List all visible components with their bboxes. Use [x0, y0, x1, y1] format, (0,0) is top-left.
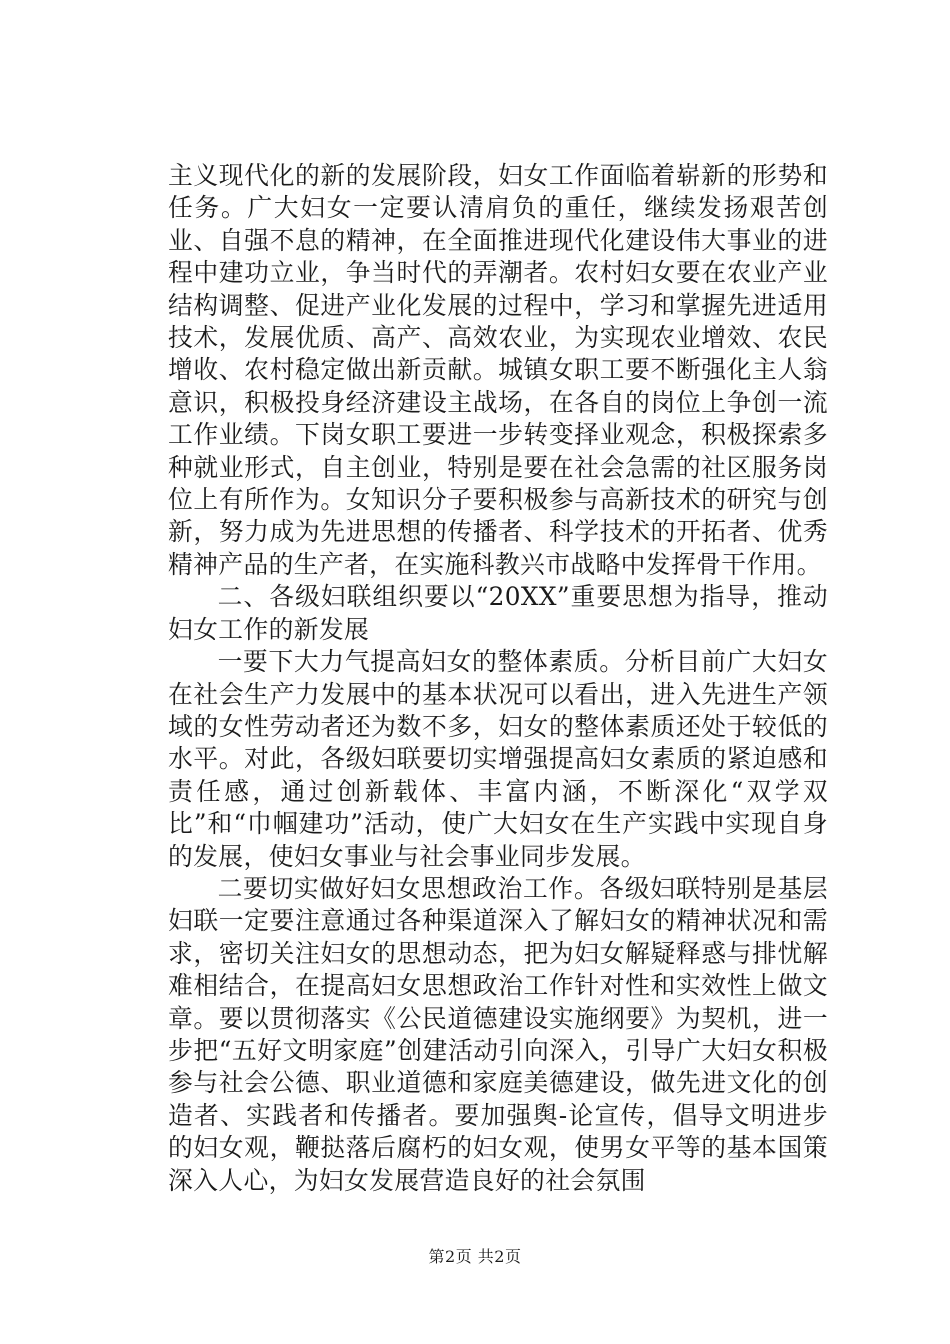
section-heading: 二、各级妇联组织要以“20XX”重要思想为指导，推动妇女工作的新发展	[168, 582, 828, 644]
paragraph-continuation: 主义现代化的新的发展阶段，妇女工作面临着崭新的形势和任务。广大妇女一定要认清肩负的重任，继续发扬艰苦创业、自强不息的精神，在全面推进现代化建设伟大事业的进程中建功立业，争当时代的弄潮者。农村妇女要在农业产业结构调整、促进产业化发展的过程中，学习和掌握先进适用技术，发展优质、高产、高效农业，为实现农业增效、农民增收、农村稳定做出新贡献。城镇女职工要不断强化主人翁意识，积极投身经济建设主战场，在各自的岗位上争创一流工作业绩。下岗女职工要进一步转变择业观念，积极探索多种就业形式，自主创业，特别是要在社会急需的社区服务岗位上有所作为。女知识分子要积极参与高新技术的研究与创新，努力成为先进思想的传播者、科学技术的开拓者、优秀精神产品的生产者，在实施科教兴市战略中发挥骨干作用。	[168, 161, 828, 579]
paragraph-quality: 一要下大力气提高妇女的整体素质。分析目前广大妇女在社会生产力发展中的基本状况可以看出，进入先进生产领域的女性劳动者还为数不多，妇女的整体素质还处于较低的水平。对此，各级妇联要切实增强提高妇女素质的紧迫感和责任感，通过创新载体、丰富内涵，不断深化“双学双比”和“巾帼建功”活动，使广大妇女在生产实践中实现自身的发展，使妇女事业与社会事业同步发展。	[168, 647, 828, 871]
paragraph-ideology: 二要切实做好妇女思想政治工作。各级妇联特别是基层妇联一定要注意通过各种渠道深入了解妇女的精神状况和需求，密切关注妇女的思想动态，把为妇女解疑释惑与排忧解难相结合，在提高妇女思想政治工作针对性和实效性上做文章。要以贯彻落实《公民道德建设实施纲要》为契机，进一步把“五好文明家庭”创建活动引向深入，引导广大妇女积极参与社会公德、职业道德和家庭美德建设，做先进文化的创造者、实践者和传播者。要加强舆-论宣传，倡导文明进步的妇女观，鞭挞落后腐朽的妇女观，使男女平等的基本国策深入人心，为妇女发展营造良好的社会氛围	[168, 873, 828, 1195]
page-footer: 第2页 共2页	[428, 1247, 522, 1266]
document-body	[168, 160, 828, 1197]
